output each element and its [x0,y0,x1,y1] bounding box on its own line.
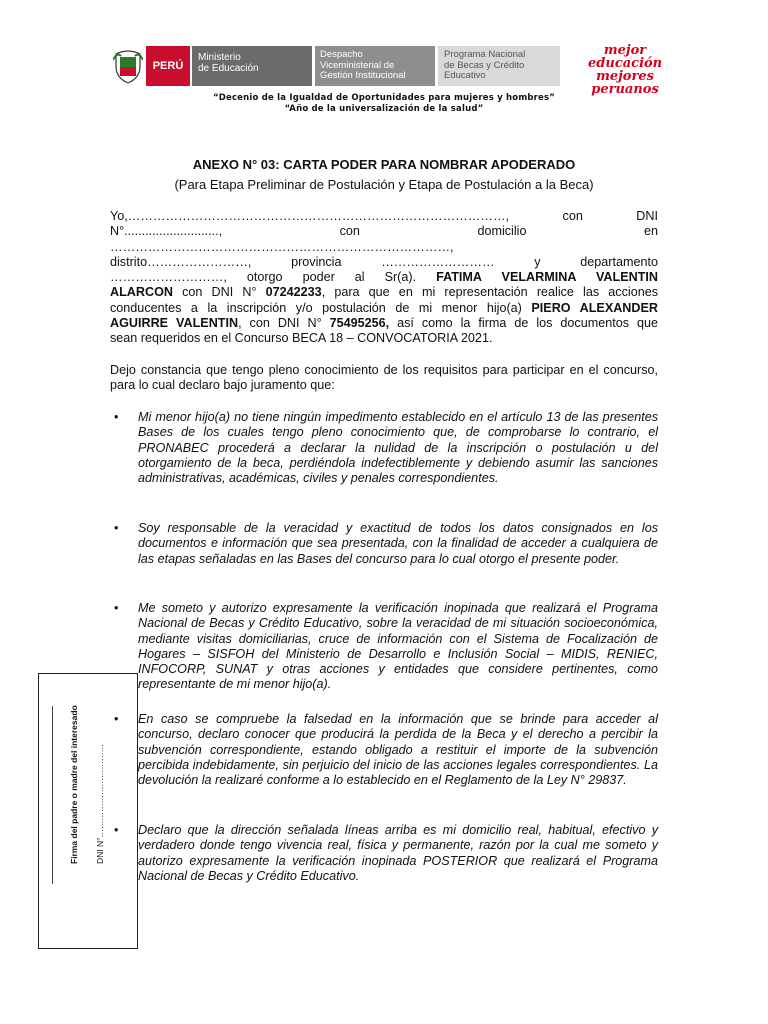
apoderado-name: FATIMA VELARMINA VALENTIN [436,270,658,285]
paragraph-line [110,301,658,316]
despacho-line: Gestión Institucional [320,70,406,81]
declaration-text: En caso se compruebe la falsedad en la información que se brinde para acceder al concurso, declaro conocer que producirá la perdida de la Beca y el derecho a percibir la subvención correspondiente, estando obligado a restituir el importe de la subvención percibida indebidamente, sin perjuicio del inicio de las acciones legales correspondientes. La devolución la realizaré conforme a lo establecido en el Reglamento de la Ley N° 29837. [138,712,658,788]
document-title: ANEXO N° 03: CARTA PODER PARA NOMBRAR APODERADO [192,157,576,172]
line-text: conducentes a la inscripción y/o postulación de mi menor hijo(a) [110,300,532,315]
firma-label: Firma del padre o madre del interesado [69,705,79,864]
paragraph-line: ………………………………………………………………………, [110,239,454,254]
paragraph-line: N°..........................., con domicilio en [110,224,658,239]
programa-line: de Becas y Crédito [444,59,525,71]
declaration-text: Declaro que la dirección señalada líneas arriba es mi domicilio real, habitual, efectivo y verdadero donde tengo vivencia real, física y permanente, razón por la cual me someto y autorizo expresamente la verificación inopinada POSTERIOR que realizará el Programa Nacional de Becas y Crédito Educativo. [138,823,658,883]
declaration-item [110,823,658,884]
bullet-marker: • [114,823,119,837]
signature-box [38,673,138,949]
poder-paragraph [110,209,658,347]
bullet-marker: • [114,712,119,726]
bullet-marker: • [114,521,119,535]
hijo-name: PIERO ALEXANDER [531,300,658,315]
apoderado-dni: 07242233 [265,285,322,300]
line-text: , para que en mi representación realice las acciones [321,285,658,300]
mejor-educacion-slogan-logo [588,44,662,96]
despacho-line: Viceministerial de [320,59,395,71]
hijo-surname: AGUIRRE VALENTIN [110,316,239,331]
national-coat-of-arms-icon [113,48,143,84]
slogan-line: mejor [603,43,647,58]
signature-line [52,706,53,884]
programa-line: Programa Nacional [444,49,526,60]
declaration-text: Soy responsable de la veracidad y exactitud de todos los datos consignados en los documentos e información que sea presentada, con la finalidad de acceder a cualquiera de las etapas señaladas en las Bases del concurso para lo cual otorgo el presente poder. [138,521,658,566]
slogan-line: educación [588,56,663,71]
paragraph-line [110,270,658,285]
peru-label: PERÚ [152,60,184,72]
anio-text: “Año de la universalización de la salud” [284,104,484,114]
declaration-item [110,521,658,567]
peru-logo [146,46,190,86]
paragraph-line [110,316,658,331]
line-text: con DNI N° [172,285,266,300]
ministerio-line: de Educación [198,63,259,74]
declaration-text: Mi menor hijo(a) no tiene ningún impedimento establecido en el artículo 13 de las presentes Bases de los cuales tengo pleno conocimiento que, de comprobarse lo contrario, el PRONABEC procederá a declarar la nulidad de la inscripción o postulación u del otorgamiento de la beca, perdiéndola indefectiblemente y debiendo asumir las sanciones administrativas, académicas, civiles y penales correspondientes. [138,410,658,486]
paragraph-line: sean requeridos en el Concurso BECA 18 – CONVOCATORIA 2021. [110,331,493,346]
declaration-text: Me someto y autorizo expresamente la verificación inopinada que realizará el Programa Nacional de Becas y Crédito Educativo, sobre la veracidad de mi situación socioeconómica, mediante visitas domiciliarias, cruce de información con el Sistema de Focalización de Hogares – SISFOH del Ministerio de Desarrollo e Inclusión Social – MIDIS, RENIEC, INFOCORP, SUNAT y otras acciones y entidades que considere pertinentes, como representante de mi menor hijo(a). [138,601,658,692]
despacho-viceministerial-logo [315,46,435,86]
apoderado-surname: ALARCON [110,285,173,300]
declaration-item [110,601,658,693]
paragraph-line: distrito……………………, provincia ……………………… y departamento [110,254,658,269]
paragraph-line [110,285,658,300]
constancia-paragraph: Dejo constancia que tengo pleno conocimiento de los requisitos para participar en el concurso, para lo cual declaro bajo juramento que: [110,363,658,393]
line-text: ………………………, otorgo poder al Sr(a). [110,270,437,285]
ministerio-line: Ministerio [198,52,241,63]
programa-line: Educativo [444,70,486,81]
slogan-line: mejores [596,69,654,84]
document-subtitle: (Para Etapa Preliminar de Postulación y Etapa de Postulación a la Beca) [174,177,594,192]
declaration-item [110,712,658,788]
ministerio-educacion-logo [192,46,312,86]
line-text: , con DNI N° [238,316,330,331]
bullet-marker: • [114,410,119,424]
dni-label: DNI N°…………………………… [95,743,105,864]
hijo-dni: 75495256, [329,316,390,331]
decenio-text: “Decenio de la Igualdad de Oportunidades para mujeres y hombres” [212,93,556,103]
declaration-item [110,410,658,486]
paragraph-line: Yo,………………………………………………………………………………, con DNI [110,209,658,223]
line-text: así como la firma de los documentos que [389,316,658,331]
slogan-line: peruanos [591,82,659,97]
despacho-line: Despacho [320,49,363,60]
bullet-marker: • [114,601,119,615]
programa-nacional-becas-logo [438,46,560,86]
